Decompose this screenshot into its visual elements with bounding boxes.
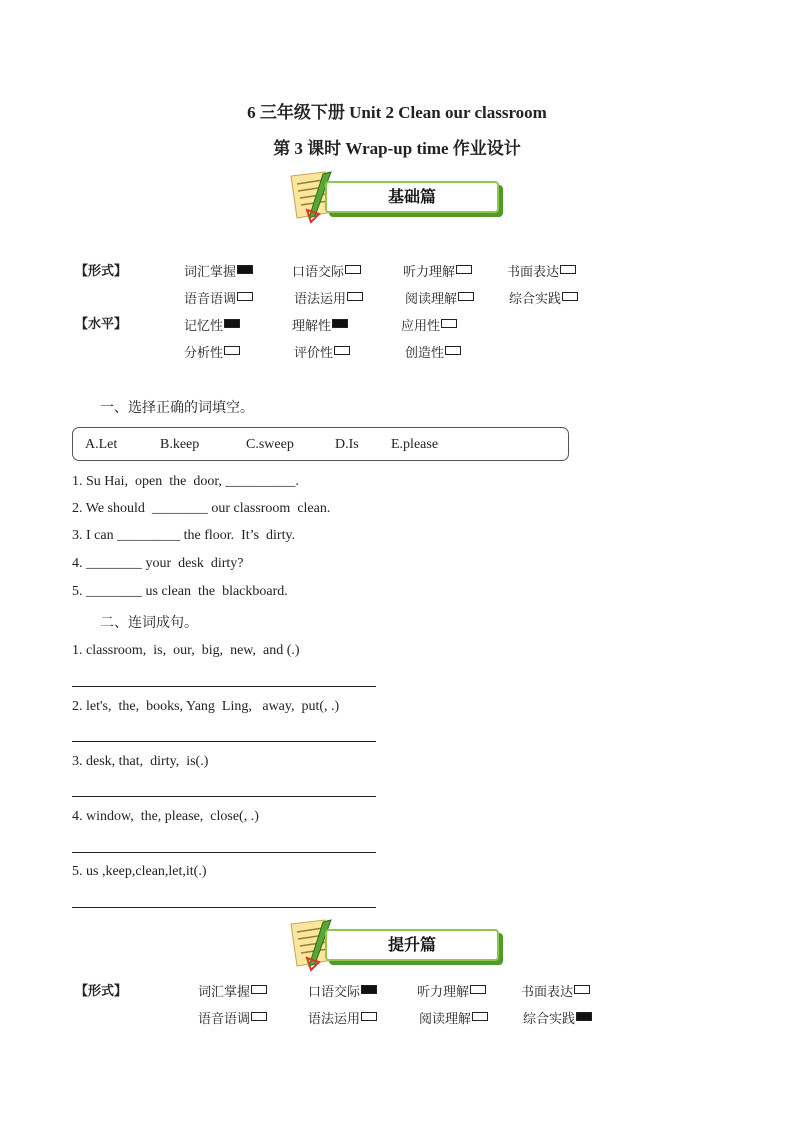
option-practice: 综合实践 bbox=[523, 1008, 592, 1027]
level-label: 【水平】 bbox=[75, 317, 128, 332]
level-analysis: 分析性 bbox=[184, 342, 240, 361]
fill-question-5: 5. ________ us clean the blackboard. bbox=[72, 584, 288, 599]
option-vocabulary: 词汇掌握 bbox=[198, 981, 267, 1000]
option-grammar: 语法运用 bbox=[308, 1008, 377, 1027]
option-writing: 书面表达 bbox=[507, 261, 576, 280]
word-bank bbox=[72, 427, 569, 461]
worksheet-title: 6 三年级下册 Unit 2 Clean our classroom bbox=[247, 103, 547, 122]
form-label: 【形式】 bbox=[75, 984, 128, 999]
option-listening: 听力理解 bbox=[417, 981, 486, 1000]
section-banner-advanced bbox=[285, 918, 513, 970]
option-pronunciation: 语音语调 bbox=[198, 1008, 267, 1027]
level-creation: 创造性 bbox=[405, 342, 461, 361]
checkbox bbox=[456, 265, 472, 274]
fill-question-3: 3. I can _________ the floor. It’s dirty. bbox=[72, 528, 296, 543]
checkbox bbox=[472, 1012, 488, 1021]
level-application: 应用性 bbox=[401, 315, 457, 334]
option-oral: 口语交际 bbox=[308, 981, 377, 1000]
choice-a: A.Let bbox=[85, 437, 118, 452]
option-pronunciation: 语音语调 bbox=[184, 288, 253, 307]
checkbox bbox=[470, 985, 486, 994]
banner-title: 基础篇 bbox=[387, 187, 436, 206]
choice-d: D.Is bbox=[335, 437, 359, 452]
answer-line bbox=[72, 907, 376, 908]
fill-question-1: 1. Su Hai, open the door, __________. bbox=[72, 474, 299, 489]
checkbox bbox=[334, 346, 350, 355]
checkbox-checked bbox=[332, 319, 348, 328]
option-writing: 书面表达 bbox=[521, 981, 590, 1000]
option-grammar: 语法运用 bbox=[294, 288, 363, 307]
option-listening: 听力理解 bbox=[403, 261, 472, 280]
answer-line bbox=[72, 852, 376, 853]
order-question-3: 3. desk, that, dirty, is(.) bbox=[72, 754, 209, 769]
checkbox bbox=[458, 292, 474, 301]
choice-c: C.sweep bbox=[246, 437, 294, 452]
fill-question-2: 2. We should ________ our classroom clean. bbox=[72, 501, 331, 516]
checkbox-checked bbox=[224, 319, 240, 328]
order-question-2: 2. let's, the, books, Yang Ling, away, put(, .) bbox=[72, 699, 340, 714]
checkbox bbox=[345, 265, 361, 274]
checkbox-checked bbox=[576, 1012, 592, 1021]
checkbox-checked bbox=[361, 985, 377, 994]
checkbox bbox=[361, 1012, 377, 1021]
order-question-5: 5. us ,keep,clean,let,it(.) bbox=[72, 864, 207, 879]
part1-heading: 一、选择正确的词填空。 bbox=[100, 400, 254, 416]
option-practice: 综合实践 bbox=[509, 288, 578, 307]
checkbox bbox=[574, 985, 590, 994]
form-label: 【形式】 bbox=[75, 264, 128, 279]
checkbox-checked bbox=[237, 265, 253, 274]
choice-e: E.please bbox=[391, 437, 439, 452]
answer-line bbox=[72, 741, 376, 742]
checkbox bbox=[560, 265, 576, 274]
level-evaluation: 评价性 bbox=[294, 342, 350, 361]
level-understanding: 理解性 bbox=[292, 315, 348, 334]
option-vocabulary: 词汇掌握 bbox=[184, 261, 253, 280]
order-question-1: 1. classroom, is, our, big, new, and (.) bbox=[72, 643, 300, 658]
option-reading: 阅读理解 bbox=[419, 1008, 488, 1027]
section-banner-basic bbox=[285, 170, 513, 222]
checkbox bbox=[441, 319, 457, 328]
part2-heading: 二、连词成句。 bbox=[100, 615, 198, 631]
fill-question-4: 4. ________ your desk dirty? bbox=[72, 556, 244, 571]
checkbox bbox=[251, 985, 267, 994]
choice-b: B.keep bbox=[160, 437, 200, 452]
level-memory: 记忆性 bbox=[184, 315, 240, 334]
checkbox bbox=[237, 292, 253, 301]
checkbox bbox=[562, 292, 578, 301]
lesson-subtitle: 第 3 课时 Wrap-up time 作业设计 bbox=[273, 139, 521, 158]
checkbox bbox=[347, 292, 363, 301]
checkbox bbox=[445, 346, 461, 355]
option-oral: 口语交际 bbox=[292, 261, 361, 280]
checkbox bbox=[224, 346, 240, 355]
option-reading: 阅读理解 bbox=[405, 288, 474, 307]
answer-line bbox=[72, 686, 376, 687]
order-question-4: 4. window, the, please, close(, .) bbox=[72, 809, 259, 824]
checkbox bbox=[251, 1012, 267, 1021]
answer-line bbox=[72, 796, 376, 797]
banner-title: 提升篇 bbox=[387, 935, 436, 954]
